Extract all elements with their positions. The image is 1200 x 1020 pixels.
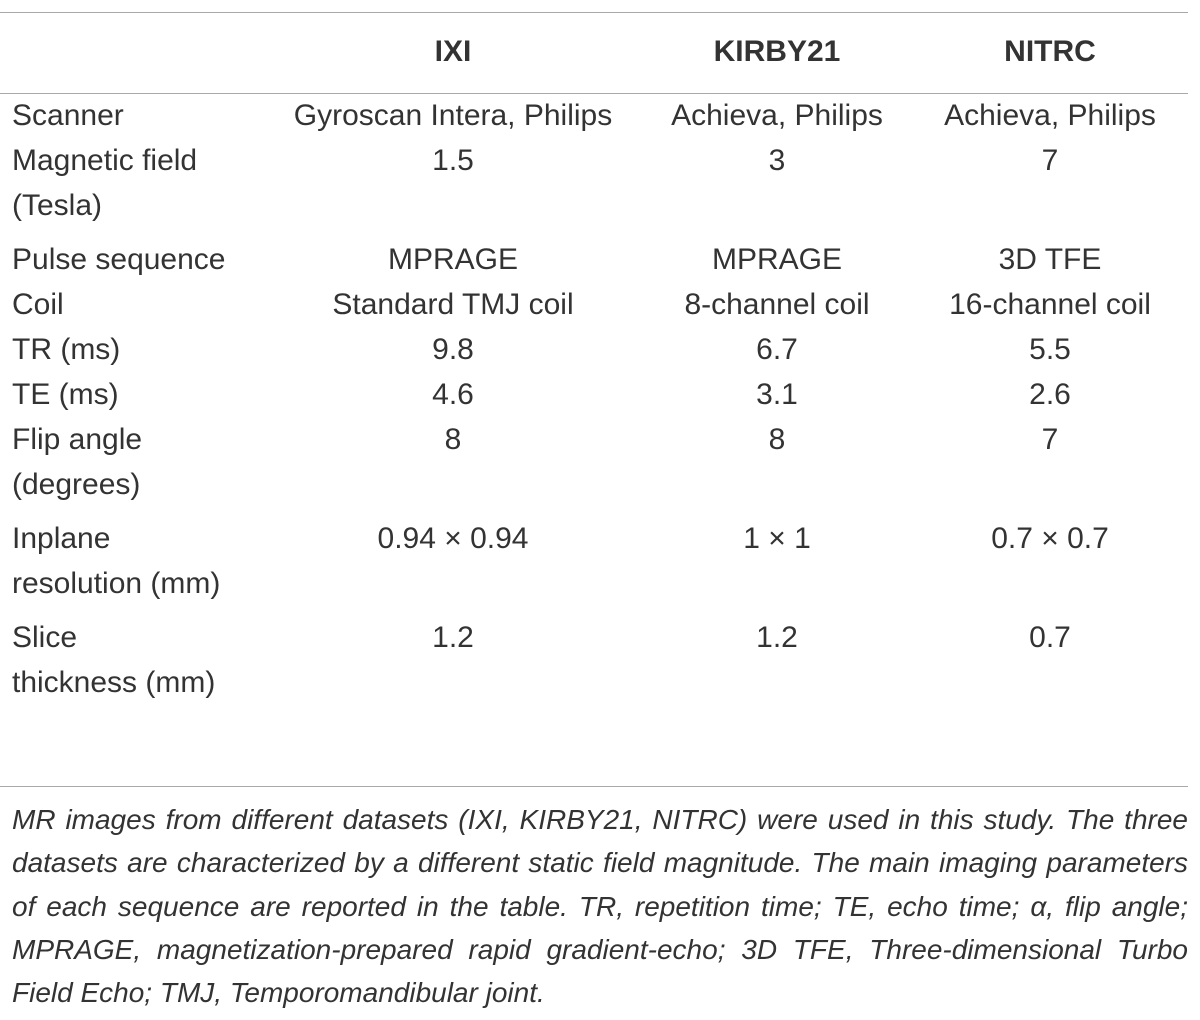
row-label <box>0 138 264 237</box>
row-label <box>0 417 264 516</box>
table-caption: MR images from different datasets (IXI, KIRBY21, NITRC) were used in this study. The three datasets are characterized by a different static field magnitude. The main imaging parameters of each sequence are reported in the table. TR, repetition time; TE, echo time; α, flip angle; MPRAGE, magnetization-prepared rapid gradient-echo; 3D TFE, Three-dimensional Turbo Field Echo; TMJ, Temporomandibular joint. <box>12 804 1188 1009</box>
table-row <box>0 138 1188 237</box>
header-cell-ixi: IXI <box>434 34 472 68</box>
cell-kirby21: 1 × 1 <box>743 522 811 555</box>
cell-nitrc: Achieva, Philips <box>944 99 1156 132</box>
bottom-rule <box>0 786 1188 787</box>
table-row <box>0 615 1188 714</box>
row-label-line: (degrees) <box>12 468 141 501</box>
row-label-line: Pulse sequence <box>12 243 226 276</box>
row-label-line: Slice <box>12 621 78 654</box>
row-label <box>0 237 264 282</box>
row-label-line: TR (ms) <box>12 333 121 366</box>
row-label-line: Scanner <box>12 99 124 132</box>
cell-ixi: 1.2 <box>432 621 474 654</box>
row-label <box>0 327 264 372</box>
cell-nitrc: 7 <box>1041 144 1059 177</box>
cell-kirby21: 6.7 <box>756 333 798 366</box>
row-label-line: resolution (mm) <box>12 567 221 600</box>
row-label <box>0 516 264 615</box>
cell-ixi: Gyroscan Intera, Philips <box>293 99 613 132</box>
table-row <box>0 93 1188 138</box>
row-label-line: Inplane <box>12 522 111 555</box>
row-label-line: TE (ms) <box>12 378 119 411</box>
cell-kirby21: 3 <box>768 144 786 177</box>
table-row <box>0 417 1188 516</box>
cell-ixi: MPRAGE <box>387 243 519 276</box>
header-cell-kirby21: KIRBY21 <box>713 34 841 68</box>
cell-ixi: 4.6 <box>432 378 474 411</box>
table-row <box>0 516 1188 615</box>
row-label <box>0 282 264 327</box>
row-label-line: Coil <box>12 288 64 321</box>
table-row <box>0 327 1188 372</box>
top-rule <box>0 12 1188 13</box>
row-label-line: Flip angle <box>12 423 143 456</box>
header-row <box>0 24 1188 78</box>
cell-ixi: 1.5 <box>432 144 474 177</box>
cell-nitrc: 5.5 <box>1029 333 1071 366</box>
cell-kirby21: 8-channel coil <box>684 288 870 321</box>
cell-ixi: 8 <box>444 423 462 456</box>
cell-nitrc: 0.7 <box>1029 621 1071 654</box>
cell-kirby21: MPRAGE <box>711 243 843 276</box>
table-row <box>0 372 1188 417</box>
cell-kirby21: 1.2 <box>756 621 798 654</box>
row-label-line: thickness (mm) <box>12 666 216 699</box>
cell-ixi: 9.8 <box>432 333 474 366</box>
cell-nitrc: 3D TFE <box>998 243 1102 276</box>
parameters-table <box>0 24 1188 714</box>
cell-kirby21: Achieva, Philips <box>671 99 883 132</box>
row-label <box>0 372 264 417</box>
cell-ixi: 0.94 × 0.94 <box>377 522 529 555</box>
cell-nitrc: 16-channel coil <box>949 288 1151 321</box>
row-label <box>0 93 264 138</box>
row-label-line: Magnetic field <box>12 144 198 177</box>
cell-kirby21: 8 <box>768 423 786 456</box>
cell-nitrc: 7 <box>1041 423 1059 456</box>
header-cell-empty <box>0 24 264 78</box>
cell-nitrc: 2.6 <box>1029 378 1071 411</box>
row-label <box>0 615 264 714</box>
table-row <box>0 237 1188 282</box>
table-row <box>0 282 1188 327</box>
cell-nitrc: 0.7 × 0.7 <box>991 522 1109 555</box>
cell-kirby21: 3.1 <box>756 378 798 411</box>
cell-ixi: Standard TMJ coil <box>332 288 574 321</box>
table-body <box>0 93 1188 714</box>
header-cell-nitrc: NITRC <box>1004 34 1096 68</box>
row-label-line: (Tesla) <box>12 189 103 222</box>
